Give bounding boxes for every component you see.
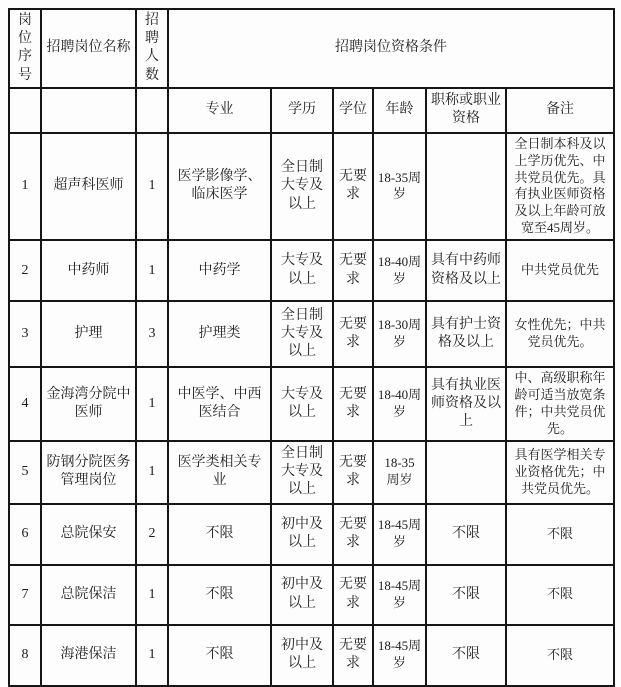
cell-age: 18-40周岁 bbox=[373, 240, 426, 301]
cell-degree: 无要求 bbox=[333, 133, 373, 240]
cell-major: 医学影像学、临床医学 bbox=[168, 133, 271, 240]
cell-age: 18-40周岁 bbox=[373, 367, 426, 441]
cell-education: 大专及以上 bbox=[271, 367, 333, 441]
cell-major: 中药学 bbox=[168, 240, 271, 301]
header-qualification: 职称或职业资格 bbox=[426, 88, 506, 133]
header-position-no: 岗位序号 bbox=[9, 9, 41, 88]
header-row-1 bbox=[9, 9, 614, 88]
cell-position-name: 海港保洁 bbox=[41, 625, 136, 686]
cell-headcount: 1 bbox=[136, 441, 168, 504]
cell-position-no: 1 bbox=[9, 133, 41, 240]
cell-position-name: 总院保安 bbox=[41, 504, 136, 565]
cell-remarks: 全日制本科及以上学历优先、中共党员优先。具有执业医师资格及以上年龄可放宽至45周岁。 bbox=[506, 133, 614, 240]
cell-major: 护理类 bbox=[168, 301, 271, 367]
cell-headcount: 1 bbox=[136, 133, 168, 240]
header-row-2 bbox=[9, 88, 614, 133]
header-empty-2 bbox=[41, 88, 136, 133]
cell-degree: 无要求 bbox=[333, 625, 373, 686]
header-remarks: 备注 bbox=[506, 88, 614, 133]
header-empty-3 bbox=[136, 88, 168, 133]
recruitment-table bbox=[8, 8, 615, 687]
cell-age: 18-30周岁 bbox=[373, 301, 426, 367]
table-row bbox=[9, 301, 614, 367]
header-conditions: 招聘岗位资格条件 bbox=[168, 9, 614, 88]
cell-education: 全日制大专及以上 bbox=[271, 441, 333, 504]
cell-position-no: 8 bbox=[9, 625, 41, 686]
cell-position-name: 总院保洁 bbox=[41, 565, 136, 625]
cell-headcount: 1 bbox=[136, 625, 168, 686]
cell-major: 医学类相关专业 bbox=[168, 441, 271, 504]
header-age: 年龄 bbox=[373, 88, 426, 133]
cell-age: 18-35周岁 bbox=[373, 133, 426, 240]
cell-position-no: 5 bbox=[9, 441, 41, 504]
cell-education: 初中及以上 bbox=[271, 504, 333, 565]
cell-position-no: 3 bbox=[9, 301, 41, 367]
cell-qualification bbox=[426, 133, 506, 240]
cell-degree: 无要求 bbox=[333, 367, 373, 441]
cell-major: 不限 bbox=[168, 565, 271, 625]
cell-position-name: 护理 bbox=[41, 301, 136, 367]
table-row bbox=[9, 504, 614, 565]
header-position-name: 招聘岗位名称 bbox=[41, 9, 136, 88]
header-education: 学历 bbox=[271, 88, 333, 133]
cell-position-name: 防钢分院医务管理岗位 bbox=[41, 441, 136, 504]
cell-age: 18-35 周岁 bbox=[373, 441, 426, 504]
cell-headcount: 1 bbox=[136, 367, 168, 441]
cell-headcount: 3 bbox=[136, 301, 168, 367]
cell-major: 中医学、中西医结合 bbox=[168, 367, 271, 441]
cell-education: 全日制大专及以上 bbox=[271, 133, 333, 240]
header-degree: 学位 bbox=[333, 88, 373, 133]
cell-remarks: 中共党员优先 bbox=[506, 240, 614, 301]
cell-qualification: 具有护士资格及以上 bbox=[426, 301, 506, 367]
table-row bbox=[9, 565, 614, 625]
cell-remarks: 女性优先；中共党员优先。 bbox=[506, 301, 614, 367]
cell-education: 初中及以上 bbox=[271, 625, 333, 686]
cell-headcount: 1 bbox=[136, 240, 168, 301]
table-row bbox=[9, 240, 614, 301]
cell-degree: 无要求 bbox=[333, 504, 373, 565]
cell-age: 18-45周岁 bbox=[373, 625, 426, 686]
cell-qualification: 具有中药师资格及以上 bbox=[426, 240, 506, 301]
cell-position-no: 6 bbox=[9, 504, 41, 565]
cell-position-no: 2 bbox=[9, 240, 41, 301]
cell-position-name: 超声科医师 bbox=[41, 133, 136, 240]
cell-education: 初中及以上 bbox=[271, 565, 333, 625]
cell-remarks: 不限 bbox=[506, 504, 614, 565]
cell-education: 大专及以上 bbox=[271, 240, 333, 301]
header-major: 专业 bbox=[168, 88, 271, 133]
cell-remarks: 不限 bbox=[506, 565, 614, 625]
cell-position-no: 4 bbox=[9, 367, 41, 441]
cell-qualification bbox=[426, 441, 506, 504]
header-headcount: 招聘人数 bbox=[136, 9, 168, 88]
cell-education: 全日制大专及以上 bbox=[271, 301, 333, 367]
cell-age: 18-45周岁 bbox=[373, 504, 426, 565]
cell-major: 不限 bbox=[168, 504, 271, 565]
cell-remarks: 具有医学相关专业资格优先；中共党员优先。 bbox=[506, 441, 614, 504]
cell-degree: 无要求 bbox=[333, 301, 373, 367]
cell-degree: 无要求 bbox=[333, 240, 373, 301]
table-body bbox=[9, 133, 614, 686]
cell-remarks: 不限 bbox=[506, 625, 614, 686]
cell-qualification: 不限 bbox=[426, 625, 506, 686]
table-row bbox=[9, 441, 614, 504]
cell-position-no: 7 bbox=[9, 565, 41, 625]
cell-remarks: 中、高级职称年龄可适当放宽条件；中共党员优先。 bbox=[506, 367, 614, 441]
table-row bbox=[9, 367, 614, 441]
header-empty-1 bbox=[9, 88, 41, 133]
cell-headcount: 2 bbox=[136, 504, 168, 565]
cell-qualification: 不限 bbox=[426, 565, 506, 625]
table-row bbox=[9, 133, 614, 240]
cell-qualification: 具有执业医师资格及以上 bbox=[426, 367, 506, 441]
cell-position-name: 金海湾分院中医师 bbox=[41, 367, 136, 441]
cell-major: 不限 bbox=[168, 625, 271, 686]
cell-age: 18-45周岁 bbox=[373, 565, 426, 625]
cell-headcount: 1 bbox=[136, 565, 168, 625]
table-row bbox=[9, 625, 614, 686]
cell-degree: 无要求 bbox=[333, 565, 373, 625]
cell-degree: 无要求 bbox=[333, 441, 373, 504]
cell-qualification: 不限 bbox=[426, 504, 506, 565]
cell-position-name: 中药师 bbox=[41, 240, 136, 301]
